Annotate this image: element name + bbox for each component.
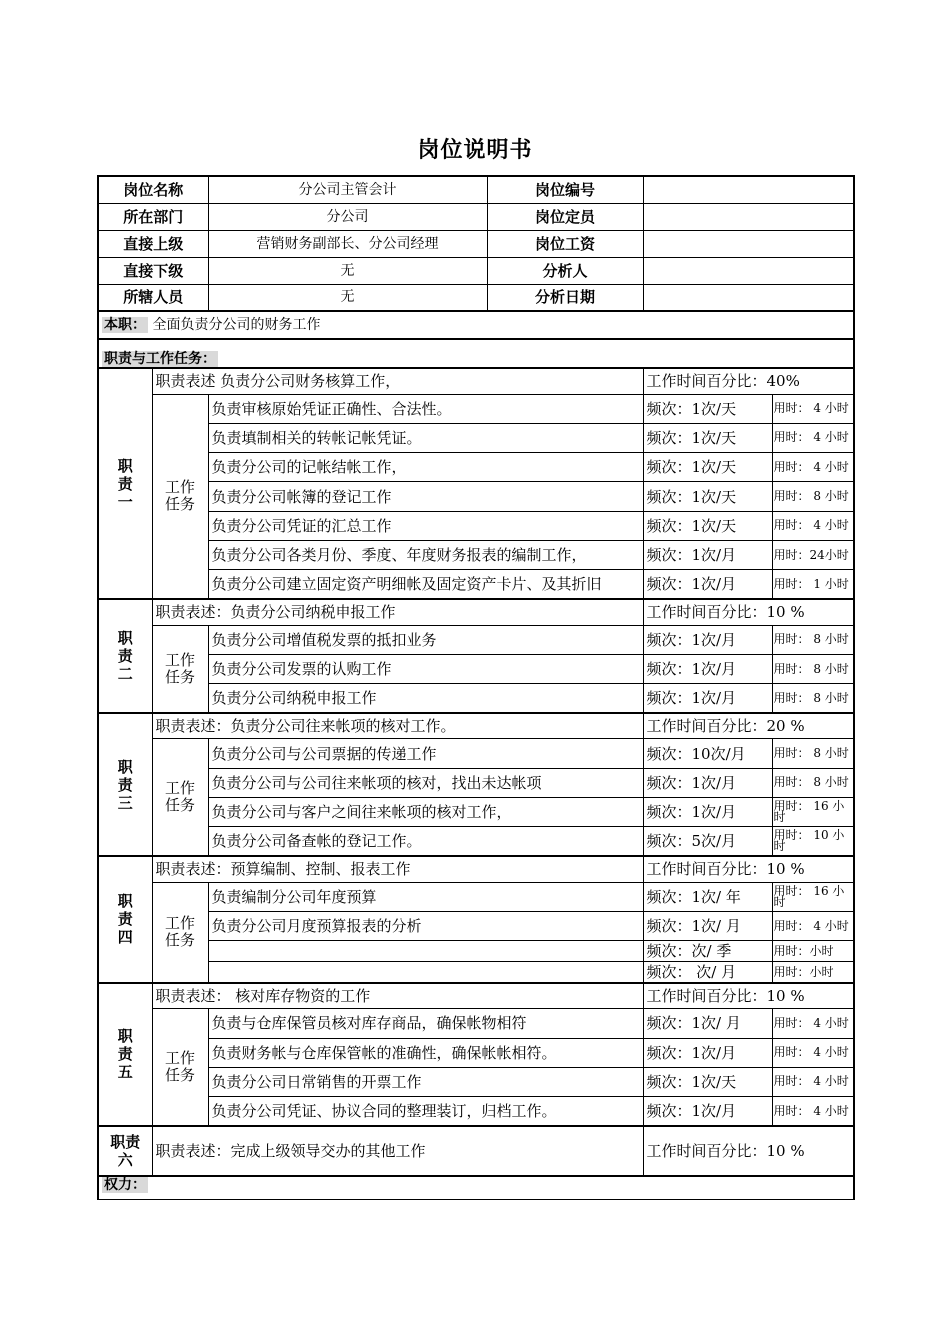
quanli-row — [98, 1176, 854, 1200]
info-label: 岗位工资 — [487, 230, 643, 257]
duty-description: 职责表述： 核对库存物资的工作 — [152, 983, 643, 1009]
benzhi-text: 全面负责分公司的财务工作 — [152, 317, 321, 333]
info-label: 直接下级 — [98, 257, 208, 284]
duty-name: 职责五 — [98, 983, 152, 1126]
duties-header: 职责与工作任务： — [104, 351, 216, 367]
duty-name: 职责三 — [98, 713, 152, 856]
task-time: 用时： 4 小时 — [772, 453, 854, 482]
task-text: 负责分公司与客户之间往来帐项的核对工作， — [208, 798, 643, 827]
task-text: 负责分公司与公司往来帐项的核对，找出未达帐项 — [208, 768, 643, 797]
task-time: 用时：小时 — [772, 941, 854, 962]
duty-percent: 工作时间百分比：10 % — [643, 599, 854, 625]
task-text: 负责分公司各类月份、季度、年度财务报表的编制工作， — [208, 540, 643, 569]
task-frequency: 频次： 次/ 月 — [643, 962, 772, 983]
task-time: 用时： 8 小时 — [772, 654, 854, 683]
duty-description: 职责表述：负责分公司纳税申报工作 — [152, 599, 643, 625]
task-text — [208, 962, 643, 983]
task-frequency: 频次：5次/月 — [643, 827, 772, 856]
task-text: 负责分公司月度预算报表的分析 — [208, 911, 643, 940]
task-text: 负责财务帐与仓库保管帐的准确性，确保帐帐相符。 — [208, 1038, 643, 1067]
task-text: 负责与仓库保管员核对库存商品，确保帐物相符 — [208, 1009, 643, 1038]
task-text: 负责分公司发票的认购工作 — [208, 654, 643, 683]
task-time: 用时： 1 小时 — [772, 570, 854, 599]
info-label: 岗位名称 — [98, 176, 208, 203]
task-frequency: 频次：1次/ 年 — [643, 882, 772, 911]
duty-percent: 工作时间百分比：10 % — [643, 1126, 854, 1176]
info-value — [643, 284, 854, 311]
info-value — [643, 230, 854, 257]
info-label: 分析日期 — [487, 284, 643, 311]
quanli-label: 权力： — [104, 1176, 146, 1193]
task-time: 用时： 4 小时 — [772, 1097, 854, 1126]
info-label: 岗位编号 — [487, 176, 643, 203]
task-time: 用时： 4 小时 — [772, 1009, 854, 1038]
duty-name: 职责一 — [98, 368, 152, 599]
task-frequency: 频次：1次/天 — [643, 511, 772, 540]
task-time: 用时： 8 小时 — [772, 482, 854, 511]
task-frequency: 频次：1次/月 — [643, 684, 772, 713]
task-frequency: 频次：1次/天 — [643, 482, 772, 511]
task-frequency: 频次：10次/月 — [643, 739, 772, 768]
task-time: 用时： 4 小时 — [772, 1038, 854, 1067]
info-label: 所在部门 — [98, 203, 208, 230]
task-text: 负责分公司增值税发票的抵扣业务 — [208, 625, 643, 654]
duty-description: 职责表述：负责分公司往来帐项的核对工作。 — [152, 713, 643, 739]
task-label: 工作任务 — [152, 394, 208, 599]
task-time: 用时： 8 小时 — [772, 684, 854, 713]
task-time: 用时：24小时 — [772, 540, 854, 569]
task-time: 用时： 8 小时 — [772, 739, 854, 768]
duties-header-row — [98, 339, 854, 368]
duty-name: 职责六 — [98, 1126, 152, 1176]
task-frequency: 频次：1次/ 月 — [643, 911, 772, 940]
duty-percent: 工作时间百分比：10 % — [643, 983, 854, 1009]
task-text: 负责分公司凭证、协议合同的整理装订，归档工作。 — [208, 1097, 643, 1126]
task-text: 负责分公司与公司票据的传递工作 — [208, 739, 643, 768]
task-time: 用时： 4 小时 — [772, 511, 854, 540]
task-label: 工作任务 — [152, 625, 208, 713]
task-text: 负责分公司的记帐结帐工作， — [208, 453, 643, 482]
task-time: 用时： 16 小时 — [772, 882, 854, 911]
task-time: 用时： 8 小时 — [772, 768, 854, 797]
duty-name: 职责二 — [98, 599, 152, 713]
benzhi-row — [98, 311, 854, 339]
task-frequency: 频次：次/ 季 — [643, 941, 772, 962]
task-time: 用时： 10 小时 — [772, 827, 854, 856]
page-title: 岗位说明书 — [417, 138, 533, 163]
task-text: 负责填制相关的转帐记帐凭证。 — [208, 423, 643, 452]
task-frequency: 频次：1次/月 — [643, 540, 772, 569]
task-label: 工作任务 — [152, 1009, 208, 1126]
task-label: 工作任务 — [152, 882, 208, 983]
info-value — [643, 203, 854, 230]
task-frequency: 频次：1次/月 — [643, 654, 772, 683]
duty-percent: 工作时间百分比：10 % — [643, 856, 854, 882]
duty-description: 职责表述：预算编制、控制、报表工作 — [152, 856, 643, 882]
benzhi-label: 本职： — [104, 317, 146, 333]
task-time: 用时： 16 小时 — [772, 798, 854, 827]
task-label: 工作任务 — [152, 739, 208, 856]
task-time: 用时： 4 小时 — [772, 911, 854, 940]
task-text — [208, 941, 643, 962]
task-text: 负责分公司备查帐的登记工作。 — [208, 827, 643, 856]
task-time: 用时： 4 小时 — [772, 394, 854, 423]
duty-description: 职责表述：完成上级领导交办的其他工作 — [152, 1126, 643, 1176]
task-frequency: 频次：1次/天 — [643, 423, 772, 452]
task-text: 负责分公司日常销售的开票工作 — [208, 1067, 643, 1096]
info-value: 分公司主管会计 — [208, 176, 487, 203]
task-frequency: 频次：1次/月 — [643, 1097, 772, 1126]
info-value: 无 — [208, 257, 487, 284]
task-frequency: 频次：1次/月 — [643, 798, 772, 827]
info-label: 直接上级 — [98, 230, 208, 257]
info-value: 营销财务副部长、分公司经理 — [208, 230, 487, 257]
task-frequency: 频次：1次/天 — [643, 394, 772, 423]
task-time: 用时： 8 小时 — [772, 625, 854, 654]
info-value — [643, 257, 854, 284]
info-label: 分析人 — [487, 257, 643, 284]
task-text: 负责审核原始凭证正确性、合法性。 — [208, 394, 643, 423]
task-text: 负责分公司帐簿的登记工作 — [208, 482, 643, 511]
duty-description: 职责表述 负责分公司财务核算工作， — [152, 368, 643, 394]
task-text: 负责分公司纳税申报工作 — [208, 684, 643, 713]
task-time: 用时：小时 — [772, 962, 854, 983]
task-frequency: 频次：1次/月 — [643, 1038, 772, 1067]
task-frequency: 频次：1次/月 — [643, 625, 772, 654]
duty-percent: 工作时间百分比：20 % — [643, 713, 854, 739]
info-value: 分公司 — [208, 203, 487, 230]
duty-percent: 工作时间百分比：40% — [643, 368, 854, 394]
task-frequency: 频次：1次/ 月 — [643, 1009, 772, 1038]
task-frequency: 频次：1次/天 — [643, 453, 772, 482]
task-text: 负责分公司凭证的汇总工作 — [208, 511, 643, 540]
info-value — [643, 176, 854, 203]
task-frequency: 频次：1次/天 — [643, 1067, 772, 1096]
info-label: 所辖人员 — [98, 284, 208, 311]
task-time: 用时： 4 小时 — [772, 423, 854, 452]
duty-name: 职责四 — [98, 856, 152, 983]
info-value: 无 — [208, 284, 487, 311]
info-label: 岗位定员 — [487, 203, 643, 230]
task-frequency: 频次：1次/月 — [643, 768, 772, 797]
task-time: 用时： 4 小时 — [772, 1067, 854, 1096]
job-description-table — [97, 175, 855, 1200]
task-text: 负责编制分公司年度预算 — [208, 882, 643, 911]
task-frequency: 频次：1次/月 — [643, 570, 772, 599]
task-text: 负责分公司建立固定资产明细帐及固定资产卡片、及其折旧 — [208, 570, 643, 599]
